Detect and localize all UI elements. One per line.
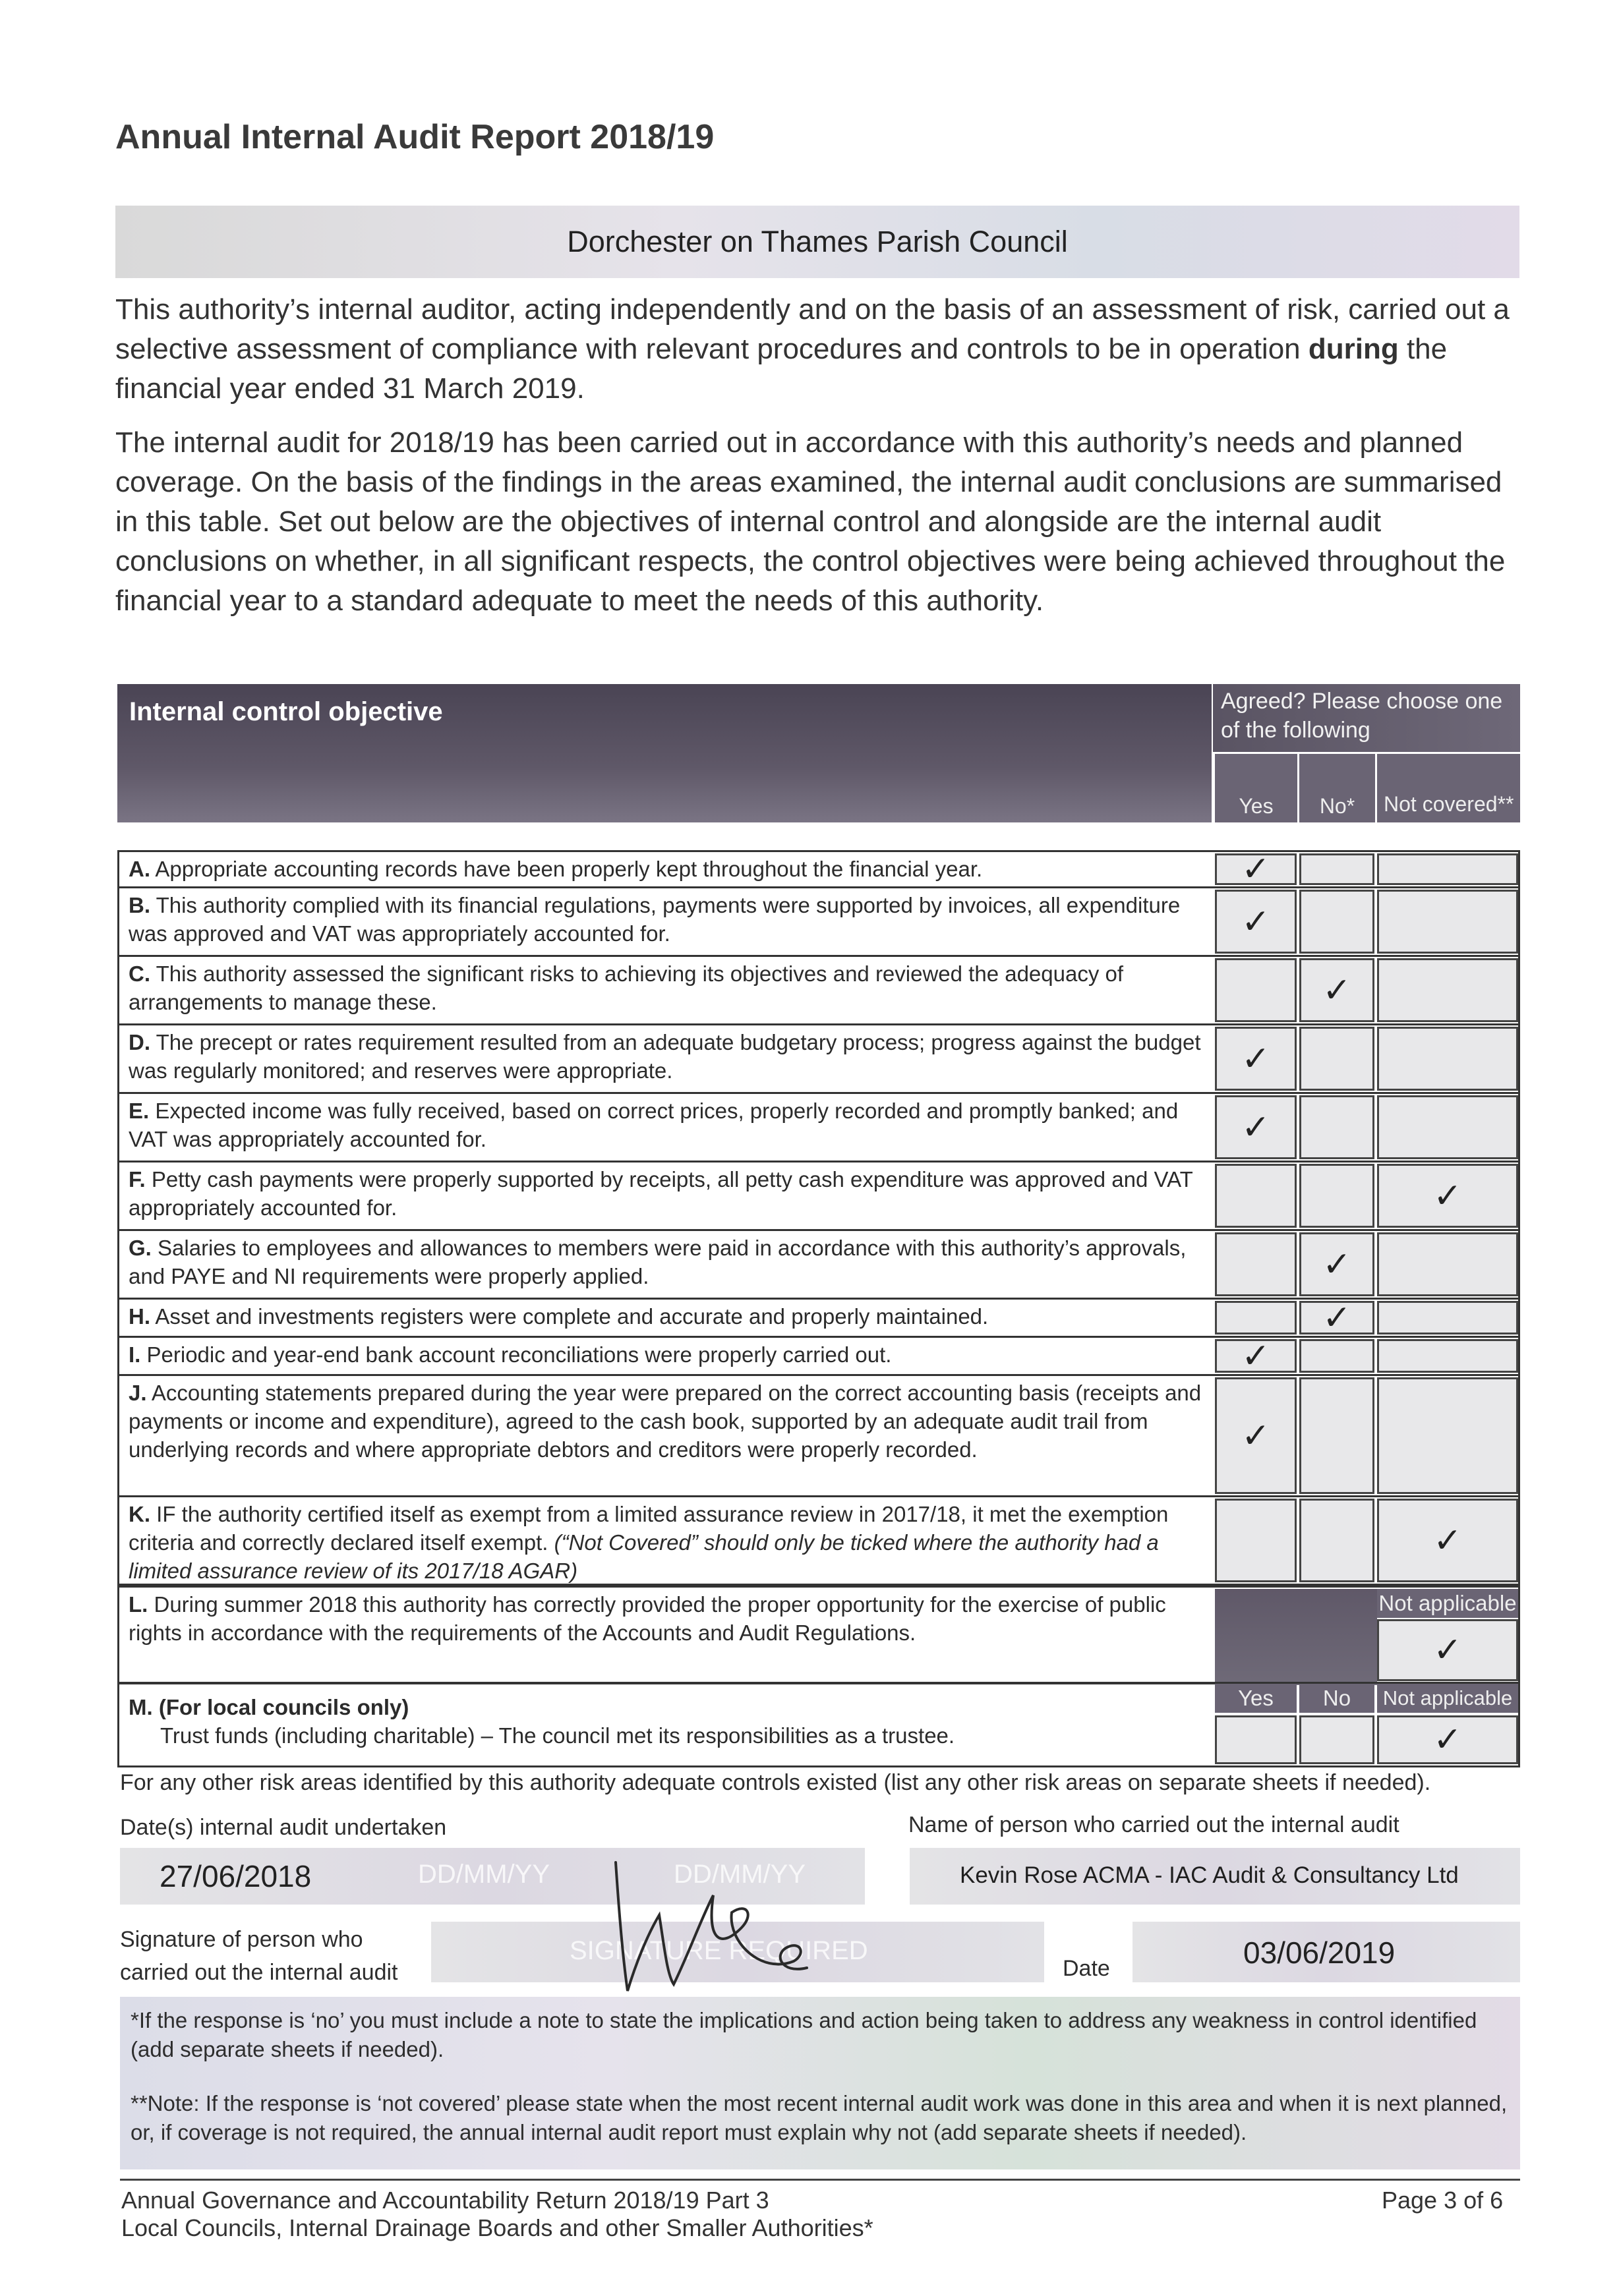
check-icon: ✓ [1322, 970, 1351, 1010]
check-icon: ✓ [1322, 1244, 1351, 1284]
checkbox-not-covered[interactable] [1377, 1095, 1518, 1159]
row-m-yes-label: Yes [1215, 1684, 1297, 1713]
header-spacer [117, 822, 1520, 850]
row-description: Petty cash payments were properly supported by receipts, all petty cash expenditure was approved and VAT appropriately accounted for. [129, 1167, 1193, 1220]
objective-header-label: Internal control objective [129, 697, 443, 726]
check-icon: ✓ [1241, 1416, 1270, 1456]
check-icon: ✓ [1433, 1630, 1462, 1670]
checkbox-no[interactable] [1299, 958, 1374, 1022]
row-description: IF the authority certified itself as exempt from a limited assurance review in 2017/18, it met the exemption criteria and correctly declared itself exempt. [129, 1502, 1169, 1555]
checkbox-no[interactable] [1299, 1499, 1374, 1582]
table-row [117, 888, 1520, 957]
intro-paragraph-2: The internal audit for 2018/19 has been carried out in accordance with this authority’s needs and planned coverage. On the basis of the findings in the areas examined, the internal audit conclusions are summarised in this table. Set out below are the objectives of internal control and alongside are the internal audit conclusions on whether, in all significant respects, the control objectives were being achieved throughout the financial year to a standard adequate to meet the needs of this authority. [115, 426, 1506, 617]
check-icon: ✓ [1322, 1298, 1351, 1338]
row-m-text [129, 1693, 1183, 1750]
row-l-na-label: Not applicable [1377, 1589, 1518, 1618]
checkbox-no[interactable] [1299, 1377, 1374, 1494]
row-description: This authority assessed the significant risks to achieving its objectives and reviewed the adequacy of arrangements to manage these. [129, 961, 1124, 1014]
checkbox-yes[interactable] [1215, 890, 1297, 954]
col-yes-header [1213, 754, 1297, 822]
row-letter: K. [129, 1502, 150, 1526]
checkbox-no[interactable] [1299, 853, 1374, 885]
page-number: Page 3 of 6 [1382, 2187, 1504, 2214]
table-row [117, 1300, 1520, 1338]
checkbox-not-covered[interactable] [1377, 890, 1518, 954]
check-icon: ✓ [1241, 1336, 1270, 1376]
table-row [117, 1094, 1520, 1162]
footer-line-1: Annual Governance and Accountability Return 2018/19 Part 3 [121, 2187, 769, 2214]
signature-field[interactable] [431, 1922, 1044, 1982]
check-icon: ✓ [1433, 1520, 1462, 1561]
checkbox-no[interactable] [1299, 1095, 1374, 1159]
table-row [117, 1231, 1520, 1300]
objective-header [117, 684, 1212, 822]
auditor-name-field[interactable] [910, 1848, 1520, 1905]
row-text [129, 1097, 1203, 1153]
row-text [129, 1500, 1203, 1585]
row-description: Salaries to employees and allowances to members were paid in accordance with this authority’s approvals, and PAYE and NI requirements were properly applied. [129, 1236, 1187, 1288]
auditor-name-label: Name of person who carried out the internal audit [908, 1812, 1399, 1837]
checkbox-not-covered[interactable] [1377, 1339, 1518, 1373]
row-text [129, 891, 1203, 948]
col-yes-label: Yes [1239, 794, 1274, 818]
row-description: Accounting statements prepared during the year were prepared on the correct accounting basis (receipts and payments or income and expenditure), agreed to the cash book, supported by an adequate audit trail from underlying records and where appropriate debtors and creditors were properly recorded. [129, 1381, 1202, 1462]
agreed-header: Agreed? Please choose one of the following [1213, 684, 1520, 752]
row-text [129, 1302, 1203, 1331]
row-l-na-checkbox[interactable] [1377, 1619, 1518, 1681]
checkbox-no[interactable] [1299, 1339, 1374, 1373]
checkbox-yes[interactable] [1215, 1164, 1297, 1228]
row-text [129, 1340, 1203, 1369]
row-letter: J. [129, 1381, 147, 1405]
row-letter: F. [129, 1167, 146, 1191]
row-description: Expected income was fully received, based on correct prices, properly recorded and promptly banked; and VAT was appropriately accounted for. [129, 1099, 1179, 1151]
check-icon: ✓ [1433, 1720, 1462, 1760]
row-m-na-label: Not applicable [1377, 1684, 1518, 1713]
checkbox-no[interactable] [1299, 1232, 1374, 1296]
check-icon: ✓ [1433, 1176, 1462, 1216]
checkbox-yes[interactable] [1215, 1301, 1297, 1335]
audit-date-value: 27/06/2018 [160, 1859, 312, 1893]
check-icon: ✓ [1241, 902, 1270, 942]
checkbox-yes[interactable] [1215, 1095, 1297, 1159]
checkbox-not-covered[interactable] [1377, 1499, 1518, 1582]
row-description: Asset and investments registers were complete and accurate and properly maintained. [155, 1304, 989, 1329]
date-placeholder-2: DD/MM/YY [674, 1860, 806, 1889]
table-row [117, 1025, 1520, 1094]
intro-text: This authority’s internal auditor, acting independently and on the basis of an assessment of risk, carried out a selective assessment of compliance with relevant procedures and controls to be in operation [115, 293, 1510, 365]
checkbox-not-covered[interactable] [1377, 958, 1518, 1022]
checkbox-not-covered[interactable] [1377, 1027, 1518, 1091]
check-icon: ✓ [1241, 1107, 1270, 1147]
row-letter: E. [129, 1099, 150, 1123]
row-text [129, 1028, 1203, 1085]
row-letter: B. [129, 893, 150, 917]
col-not-covered-header [1375, 754, 1520, 822]
row-l-description: During summer 2018 this authority has correctly provided the proper opportunity for the exercise of public rights in accordance with the requirements of the Accounts and Audit Regulations. [129, 1592, 1166, 1645]
row-m-na-checkbox[interactable] [1377, 1715, 1518, 1764]
control-objectives-table [117, 684, 1520, 1684]
table-row [117, 957, 1520, 1025]
notes-box [120, 1997, 1520, 2169]
row-description: Appropriate accounting records have been properly kept throughout the financial year. [155, 857, 983, 881]
checkbox-yes[interactable] [1215, 958, 1297, 1022]
table-row [117, 1497, 1520, 1586]
signature-date-field[interactable] [1133, 1922, 1520, 1982]
row-l-letter: L. [129, 1592, 148, 1617]
signature-placeholder: SIGNATURE REQUIRED [570, 1936, 868, 1965]
intro-text-end: the financial year ended 31 March 2019. [115, 333, 1448, 405]
page-title: Annual Internal Audit Report 2018/19 [115, 118, 715, 156]
row-italic-note: (“Not Covered” should only be ticked where the authority had a limited assurance review of its 2017/18 AGAR) [129, 1530, 1159, 1583]
row-text [129, 1165, 1203, 1222]
auditor-name-value: Kevin Rose ACMA - IAC Audit & Consultancy Ltd [960, 1862, 1459, 1888]
signature-label-2: carried out the internal audit [120, 1960, 398, 1985]
checkbox-not-covered[interactable] [1377, 1377, 1518, 1494]
checkbox-no[interactable] [1299, 1164, 1374, 1228]
row-l-na-blank [1215, 1589, 1377, 1685]
table-row [117, 1376, 1520, 1497]
table-row [117, 850, 1520, 888]
footer-divider [120, 2179, 1520, 2181]
row-m-yes-checkbox[interactable] [1215, 1715, 1297, 1764]
other-risks-note: For any other risk areas identified by this authority adequate controls existed (list any other risk areas on separate sheets if needed). [120, 1770, 1431, 1795]
row-letter: G. [129, 1236, 152, 1260]
checkbox-yes[interactable] [1215, 1499, 1297, 1582]
table-header [117, 684, 1520, 822]
checkbox-yes[interactable] [1215, 1377, 1297, 1494]
row-letter: H. [129, 1304, 150, 1329]
checkbox-not-covered[interactable] [1377, 853, 1518, 885]
date-label: Date(s) internal audit undertaken [120, 1815, 447, 1840]
objective-rows [117, 850, 1520, 1586]
col-no-header [1297, 754, 1375, 822]
signature-date-value: 03/06/2019 [1243, 1936, 1396, 1970]
checkbox-no[interactable] [1299, 890, 1374, 954]
intro-emphasis: during [1308, 333, 1399, 365]
row-text [129, 960, 1203, 1016]
row-m-heading: (For local councils only) [158, 1695, 409, 1719]
checkbox-no[interactable] [1299, 1027, 1374, 1091]
row-m-no-checkbox[interactable] [1299, 1715, 1374, 1764]
row-letter: A. [129, 857, 150, 881]
row-letter: C. [129, 961, 150, 986]
row-description: Periodic and year-end bank account reconciliations were properly carried out. [146, 1342, 892, 1367]
checkbox-no[interactable] [1299, 1298, 1374, 1338]
checkbox-not-covered[interactable] [1377, 1232, 1518, 1296]
checkbox-yes[interactable] [1215, 1232, 1297, 1296]
row-letter: D. [129, 1030, 150, 1054]
date-placeholder-1: DD/MM/YY [418, 1860, 550, 1889]
note-no: *If the response is ‘no’ you must include a note to state the implications and action being taken to address any weakness in control identified (add separate sheets if needed). [131, 2008, 1477, 2061]
authority-name-field[interactable]: Dorchester on Thames Parish Council [115, 206, 1519, 278]
checkbox-yes[interactable] [1215, 1336, 1297, 1376]
checkbox-yes[interactable] [1215, 1027, 1297, 1091]
signature-date-label: Date [1063, 1956, 1110, 1981]
intro-paragraph-1 [115, 290, 1519, 409]
table-row [117, 1162, 1520, 1231]
checkbox-not-covered[interactable] [1377, 1164, 1518, 1228]
checkbox-not-covered[interactable] [1377, 1301, 1518, 1335]
table-row-l [117, 1586, 1520, 1684]
row-text [129, 1234, 1203, 1290]
row-description: This authority complied with its financial regulations, payments were supported by invoices, all expenditure was approved and VAT was appropriately accounted for. [129, 893, 1181, 946]
check-icon: ✓ [1241, 849, 1270, 889]
row-m-letter: M. [129, 1695, 153, 1719]
check-icon: ✓ [1241, 1039, 1270, 1079]
handwritten-signature-icon [596, 1849, 820, 2001]
row-text [129, 855, 1203, 883]
row-m-description: Trust funds (including charitable) – The council met its responsibilities as a trustee. [160, 1723, 955, 1748]
footer-line-2: Local Councils, Internal Drainage Boards and other Smaller Authorities* [121, 2214, 873, 2241]
table-row [117, 1338, 1520, 1376]
col-not-covered-label: Not covered** [1384, 792, 1514, 816]
col-no-label: No* [1319, 794, 1355, 818]
row-text [129, 1379, 1203, 1464]
row-description: The precept or rates requirement resulted from an adequate budgetary process; progress against the budget was regularly monitored; and reserves were appropriate. [129, 1030, 1201, 1083]
signature-label-1: Signature of person who [120, 1927, 363, 1952]
note-not-covered: **Note: If the response is ‘not covered’ please state when the most recent internal audit work was done in this area and when it is next planned, or, if coverage is not required, the annual internal audit report must explain why not (add separate sheets if needed). [131, 2091, 1508, 2144]
table-row-m [117, 1682, 1520, 1767]
row-m-no-label: No [1299, 1684, 1374, 1713]
row-l-text [129, 1590, 1203, 1647]
checkbox-yes[interactable] [1215, 849, 1297, 889]
row-letter: I. [129, 1342, 141, 1367]
